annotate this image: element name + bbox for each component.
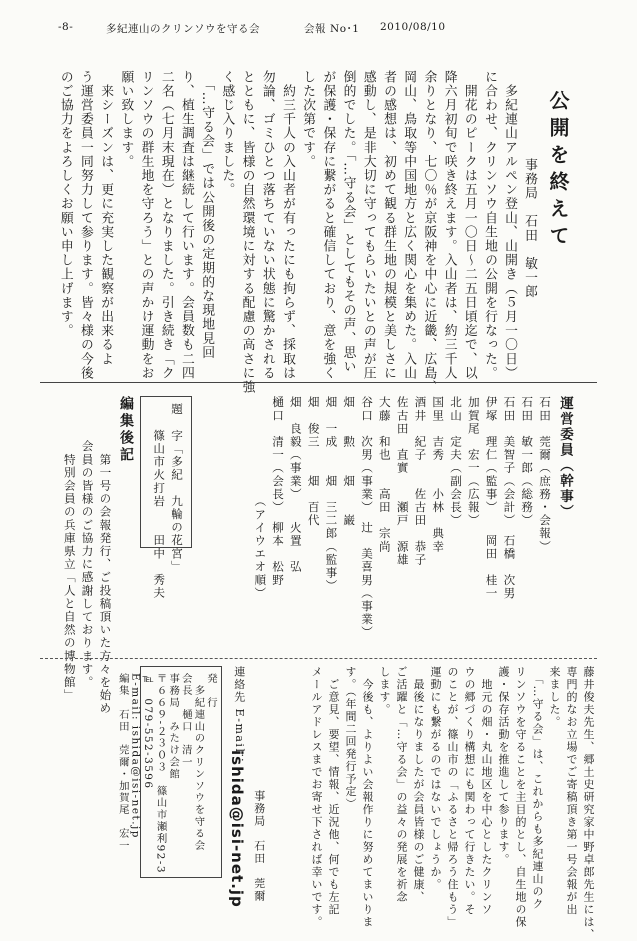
- article-body: に合わせ、クリンソウ自生地の公開を行なった。 開花のピークは五月一〇日〜二五日頃迄で、以 降六月初旬で咲き終えます。入山者は、約三千人 余りとなり、七〇％が京阪神を中心に近畿、広島、 岡山、鳥取等中国地方と広く関心を集めた。入山 者の感想は、初めて観る群生地の規模と美しさに 感動し、是非大切に守ってもらいたいとの声が圧 倒的でした。「…守る会」としてもその声、思い が保護・保存に繋がると確信しており、意を強く した次第です。 約三千人の入山者が有ったにも拘らず、採取は 勿論、ゴミひとつ落ちていない状態に驚かされる とともに、皆様の自然環境に対する配慮の高さに強 く感じ入りました。 「…守る会」では公開後の定期的な現地見回 り、植生調査は継続して行います。会員数も二四 二名（七月末現在）となりました。引き続き「ク リンソウの群生地を守ろう」との声かけ運動をお 願い致します。 来シーズンは、更に充実した観察が出来るよ う運営委員一同努力して参ります。皆々様の今後 のご協力をよろしくお願い申し上げます。: [57, 70, 497, 395]
- article-first-line: 多紀連山アルペン登山、山開き（５月一〇日）: [502, 70, 517, 381]
- newsletter-title: 多紀連山のクリンソウを守る会: [106, 23, 260, 35]
- contact-label: 連絡先 E-mail：: [232, 666, 246, 766]
- editorial-body: 第一号の会報発行、ご投稿頂いた方々を始め 会員の皆様のご協力に感謝しております。 特別会員の兵庫県立「人と自然の博物館」: [62, 440, 113, 716]
- editorial-heading: 編集後記: [118, 396, 134, 464]
- publisher-divider: [40, 658, 597, 659]
- article-heading: 公開を終えて: [546, 90, 570, 252]
- article-byline: 事務局 石田 敏一郎: [522, 158, 537, 299]
- contact-email[interactable]: ishida@isi-net.jp: [228, 750, 246, 908]
- page-header: [0, 0, 637, 44]
- committee-title: 運営委員（幹事）: [557, 396, 573, 520]
- page-number: -8-: [58, 21, 74, 33]
- issue-date: 2010/08/10: [380, 21, 446, 33]
- title-credit-text: 題 字「多紀 九輪の花宮」 篠山市火打岩 田中 秀夫: [152, 403, 184, 600]
- section-divider: [40, 382, 597, 383]
- issue-number: No･1: [330, 23, 360, 35]
- issue-label: 会報: [304, 23, 326, 35]
- title-credit-box: [140, 396, 192, 600]
- signature: 事務局 石田 莞爾: [252, 790, 266, 903]
- publisher-box: [116, 666, 222, 878]
- continuation-body: 藤井俊夫先生、郷土史研究家中野卓郎先生には、 専門的なお立場でご寄稿頂き第一号会報が出 来ました。 「…守る会」は、これからも多紀連山のク リンソウを守ることを主目的とし、自生地の保 護・保存活動を推進して参ります。 地元の畑・丸山地区を中心としたクリンソ ウの郷づくり構想にも関わって行きたい。そ のことが、篠山市の「ふるさと帰ろう住もう」 運動にも繋がるのではないでしょうか。 最後になりましたが会員皆様のご健康、 ご活躍と「…守る会」の益々の発展を祈念 します。 今後も、よりよい会報作りに努めてまいりま す。（年間二回発行予定） ご意見、要望、情報、近況他、何でも左記 メールアドレスまでお寄せ下されば幸いです。: [310, 666, 595, 941]
- committee-members: 石田 莞爾（庶務・会報） 石田 敏一郎（総務） 石田 美智子（会計） 石橋 次男 伊塚 理仁（監事） 岡田 桂一 加賀尾 宏一（広報） 北山 定夫（副会長） 国里 吉秀 小林 典幸 酒井 紀子 佐古田 恭子 佐古田 直實 瀬戸 源雄 大藤 和也 高田 宗尚 谷口 次男（事業） 辻 美喜男（事業） 畑 勲 畑 巌 畑 一成 畑 三二郎（監事） 畑 俊三 畑 百代 畑 良毅（事業） 火置 弘 樋口 清一（会長） 柳本 松野 （アイウエオ順）: [253, 396, 552, 640]
- publisher-text: 発 行 多紀連山のクリンソウを守る会 会長 樋口 清一 事務局 みたけ会館 〒６６９-２３０３ 篠山市瀬利92-3 ℡ 079-552-3596 E-mail: ishida@isi-net.jp 編集 石田 莞爾・加賀尾 宏一: [116, 673, 217, 874]
